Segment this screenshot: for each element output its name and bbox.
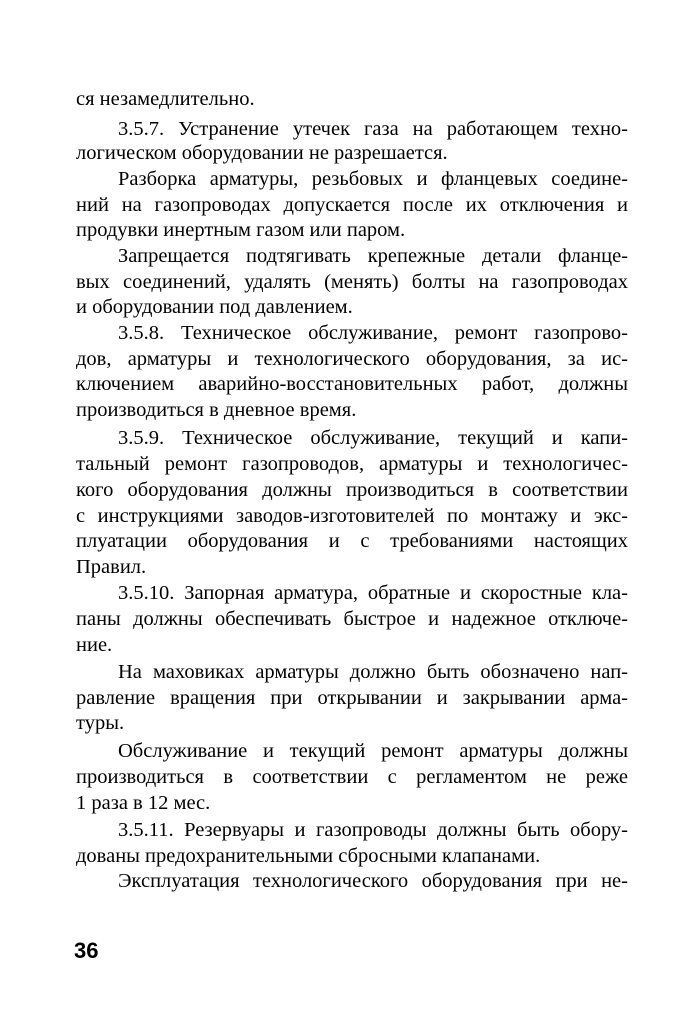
text-line: 3.5.11. Резервуары и газопроводы должны быть обору-	[118, 819, 628, 841]
text-line: тальный ремонт газопроводов, арматуры и технологичес-	[76, 453, 628, 475]
text-line: ний на газопроводах допускается после их отключения и	[76, 194, 628, 216]
text-line: 3.5.7. Устранение утечек газа на работающем техно-	[118, 118, 628, 140]
text-line: логическом оборудовании не разрешается.	[76, 142, 448, 164]
text-line: Запрещается подтягивать крепежные детали фланце-	[118, 245, 628, 267]
text-line: Обслуживание и текущий ремонт арматуры должны	[118, 740, 628, 762]
text-line: и оборудовании под давлением.	[76, 296, 353, 318]
text-line: производиться в соответствии с регламентом не реже	[76, 766, 628, 788]
text-line: кого оборудования должны производиться в соответствии	[76, 479, 628, 501]
text-line: равление вращения при открывании и закрывании арма-	[76, 687, 628, 709]
text-line: дованы предохранительными сбросными клапанами.	[76, 845, 541, 867]
text-line: На маховиках арматуры должно быть обозначено нап-	[118, 661, 628, 683]
text-line: туры.	[76, 712, 125, 734]
text-line: 3.5.10. Запорная арматура, обратные и скоростные кла-	[118, 582, 628, 604]
text-line: Правил.	[76, 556, 147, 578]
text-line: Эксплуатация технологического оборудования при не-	[118, 870, 628, 892]
text-line: ние.	[76, 634, 113, 656]
text-line: ся незамедлительно.	[76, 88, 255, 110]
text-line: 3.5.8. Техническое обслуживание, ремонт газопрово-	[118, 322, 628, 344]
text-line: паны должны обеспечивать быстрое и надежное отключе-	[76, 608, 628, 630]
text-line: с инструкциями заводов-изготовителей по монтажу и экс-	[76, 505, 628, 527]
text-line: Разборка арматуры, резьбовых и фланцевых соедине-	[118, 168, 628, 190]
page-number: 36	[74, 938, 99, 963]
text-line: 1 раза в 12 мес.	[76, 792, 211, 814]
text-line: ключением аварийно-восстановительных работ, должны	[76, 373, 628, 395]
text-line: производиться в дневное время.	[76, 399, 357, 421]
text-line: дов, арматуры и технологического оборудования, за ис-	[76, 348, 628, 370]
text-line: 3.5.9. Техническое обслуживание, текущий и капи-	[118, 427, 628, 449]
text-line: плуатации оборудования и с требованиями настоящих	[76, 530, 628, 552]
text-line: продувки инертным газом или паром.	[76, 219, 406, 241]
text-line: вых соединений, удалять (менять) болты на газопроводах	[76, 271, 628, 293]
